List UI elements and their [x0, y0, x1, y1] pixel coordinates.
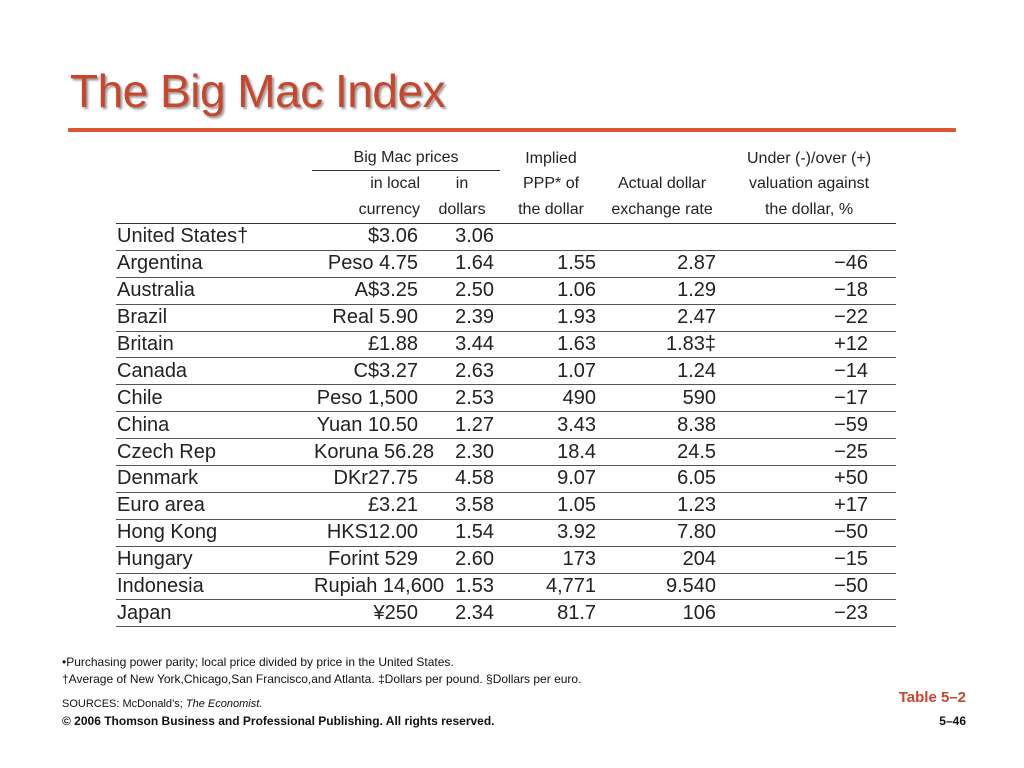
cell-exchange-rate: 1.23	[602, 492, 722, 519]
cell-valuation: −18	[722, 277, 896, 304]
cell-local-price: Peso 1,500	[312, 385, 424, 412]
cell-exchange-rate: 1.83‡	[602, 331, 722, 358]
cell-exchange-rate: 2.47	[602, 304, 722, 331]
table-row	[116, 573, 896, 600]
cell-dollar-price: 1.53	[424, 573, 500, 600]
header-dollars-line2: dollars	[424, 197, 500, 224]
cell-valuation: −22	[722, 304, 896, 331]
page-number: 5–46	[939, 714, 966, 728]
table-row	[116, 277, 896, 304]
cell-dollar-price: 3.44	[424, 331, 500, 358]
cell-valuation: +17	[722, 492, 896, 519]
cell-implied-ppp: 9.07	[500, 466, 602, 493]
cell-exchange-rate: 1.29	[602, 277, 722, 304]
cell-valuation: −59	[722, 412, 896, 439]
header-exchange-line1: Actual dollar	[617, 175, 707, 192]
cell-dollar-price: 3.06	[424, 224, 500, 251]
footnote-ppp: •Purchasing power parity; local price divided by price in the United States.	[62, 655, 454, 669]
table-row	[116, 600, 896, 627]
cell-implied-ppp: 1.05	[500, 492, 602, 519]
sources-line	[62, 698, 262, 710]
cell-country: Hong Kong	[116, 519, 312, 546]
cell-implied-ppp	[500, 224, 602, 251]
cell-local-price: Forint 529	[312, 546, 424, 573]
cell-implied-ppp: 4,771	[500, 573, 602, 600]
cell-valuation: −15	[722, 546, 896, 573]
cell-valuation: −46	[722, 250, 896, 277]
cell-dollar-price: 1.54	[424, 519, 500, 546]
header-valuation-line2: valuation against	[748, 175, 870, 192]
title-divider	[68, 128, 956, 132]
header-dollars-line1: in	[455, 175, 469, 192]
cell-local-price: $3.06	[312, 224, 424, 251]
cell-valuation: −25	[722, 439, 896, 466]
cell-local-price: Yuan 10.50	[312, 412, 424, 439]
cell-valuation: −14	[722, 358, 896, 385]
table-row	[116, 358, 896, 385]
sources-economist: The Economist.	[185, 698, 263, 710]
cell-exchange-rate: 106	[602, 600, 722, 627]
cell-valuation: −50	[722, 573, 896, 600]
cell-local-price: DKr27.75	[312, 466, 424, 493]
cell-exchange-rate: 204	[602, 546, 722, 573]
footnotes	[62, 654, 581, 687]
cell-exchange-rate: 8.38	[602, 412, 722, 439]
table-row	[116, 331, 896, 358]
cell-implied-ppp: 81.7	[500, 600, 602, 627]
cell-valuation: −23	[722, 600, 896, 627]
header-empty-country-3	[116, 197, 312, 224]
table-row	[116, 546, 896, 573]
cell-local-price: Rupiah 14,600	[312, 573, 424, 600]
table-row	[116, 519, 896, 546]
cell-implied-ppp: 1.55	[500, 250, 602, 277]
cell-local-price: Koruna 56.28	[312, 439, 424, 466]
cell-exchange-rate: 9.540	[602, 573, 722, 600]
cell-local-price: £1.88	[312, 331, 424, 358]
cell-exchange-rate: 590	[602, 385, 722, 412]
big-mac-table	[116, 146, 896, 627]
cell-dollar-price: 4.58	[424, 466, 500, 493]
cell-implied-ppp: 1.06	[500, 277, 602, 304]
cell-country: Britain	[116, 331, 312, 358]
table-row	[116, 385, 896, 412]
header-ppp-line2: PPP* of	[523, 175, 580, 192]
cell-country: Japan	[116, 600, 312, 627]
cell-dollar-price: 2.30	[424, 439, 500, 466]
cell-valuation: +12	[722, 331, 896, 358]
cell-exchange-rate: 6.05	[602, 466, 722, 493]
cell-valuation: −50	[722, 519, 896, 546]
table-row	[116, 439, 896, 466]
cell-country: United States†	[116, 224, 312, 251]
header-empty-country-2	[116, 171, 312, 198]
cell-country: China	[116, 412, 312, 439]
header-big-mac-prices: Big Mac prices	[312, 146, 500, 171]
table-row	[116, 224, 896, 251]
cell-local-price: Real 5.90	[312, 304, 424, 331]
cell-implied-ppp: 1.93	[500, 304, 602, 331]
cell-local-price: A$3.25	[312, 277, 424, 304]
cell-dollar-price: 2.53	[424, 385, 500, 412]
header-empty-country	[116, 146, 312, 171]
copyright-notice: © 2006 Thomson Business and Professional Publishing. All rights reserved.	[62, 714, 495, 728]
cell-local-price: C$3.27	[312, 358, 424, 385]
header-valuation-line3: the dollar, %	[722, 197, 896, 224]
cell-dollar-price: 2.39	[424, 304, 500, 331]
cell-dollar-price: 2.63	[424, 358, 500, 385]
header-local-line1: in local	[370, 175, 420, 192]
table-row	[116, 250, 896, 277]
table-row	[116, 412, 896, 439]
cell-implied-ppp: 173	[500, 546, 602, 573]
cell-dollar-price: 2.50	[424, 277, 500, 304]
cell-dollar-price: 1.27	[424, 412, 500, 439]
cell-country: Chile	[116, 385, 312, 412]
cell-country: Czech Rep	[116, 439, 312, 466]
cell-country: Australia	[116, 277, 312, 304]
table-row	[116, 492, 896, 519]
cell-exchange-rate: 24.5	[602, 439, 722, 466]
table-row	[116, 304, 896, 331]
header-ppp-line1: Implied	[525, 149, 577, 167]
sources-prefix: SOURCES: McDonald’s;	[62, 698, 186, 710]
cell-local-price: ¥250	[312, 600, 424, 627]
cell-exchange-rate: 2.87	[602, 250, 722, 277]
header-valuation-line1: Under (-)/over (+)	[747, 149, 872, 167]
header-exchange-empty	[602, 146, 722, 171]
slide-title: The Big Mac Index	[70, 65, 446, 117]
cell-country: Euro area	[116, 492, 312, 519]
cell-dollar-price: 3.58	[424, 492, 500, 519]
footnote-average: †Average of New York,Chicago,San Francisco,and Atlanta. ‡Dollars per pound. §Dollars per euro.	[62, 671, 582, 686]
cell-valuation: +50	[722, 466, 896, 493]
cell-implied-ppp: 490	[500, 385, 602, 412]
cell-dollar-price: 2.34	[424, 600, 500, 627]
cell-valuation	[722, 224, 896, 251]
cell-country: Denmark	[116, 466, 312, 493]
header-ppp-line3: the dollar	[500, 197, 602, 224]
cell-dollar-price: 1.64	[424, 250, 500, 277]
cell-country: Indonesia	[116, 573, 312, 600]
cell-implied-ppp: 18.4	[500, 439, 602, 466]
table-body	[116, 224, 896, 627]
table-label: Table 5–2	[898, 689, 966, 706]
cell-exchange-rate: 7.80	[602, 519, 722, 546]
cell-implied-ppp: 3.92	[500, 519, 602, 546]
table-row	[116, 466, 896, 493]
cell-local-price: £3.21	[312, 492, 424, 519]
header-local-line2: currency	[312, 197, 424, 224]
cell-country: Argentina	[116, 250, 312, 277]
cell-valuation: −17	[722, 385, 896, 412]
cell-implied-ppp: 3.43	[500, 412, 602, 439]
cell-country: Brazil	[116, 304, 312, 331]
cell-local-price: Peso 4.75	[312, 250, 424, 277]
table-header	[116, 146, 896, 224]
cell-implied-ppp: 1.63	[500, 331, 602, 358]
cell-country: Hungary	[116, 546, 312, 573]
header-exchange-line2: exchange rate	[602, 197, 722, 224]
cell-implied-ppp: 1.07	[500, 358, 602, 385]
cell-country: Canada	[116, 358, 312, 385]
cell-dollar-price: 2.60	[424, 546, 500, 573]
cell-exchange-rate	[602, 224, 722, 251]
big-mac-table-container	[116, 146, 896, 627]
cell-local-price: HKS12.00	[312, 519, 424, 546]
cell-exchange-rate: 1.24	[602, 358, 722, 385]
